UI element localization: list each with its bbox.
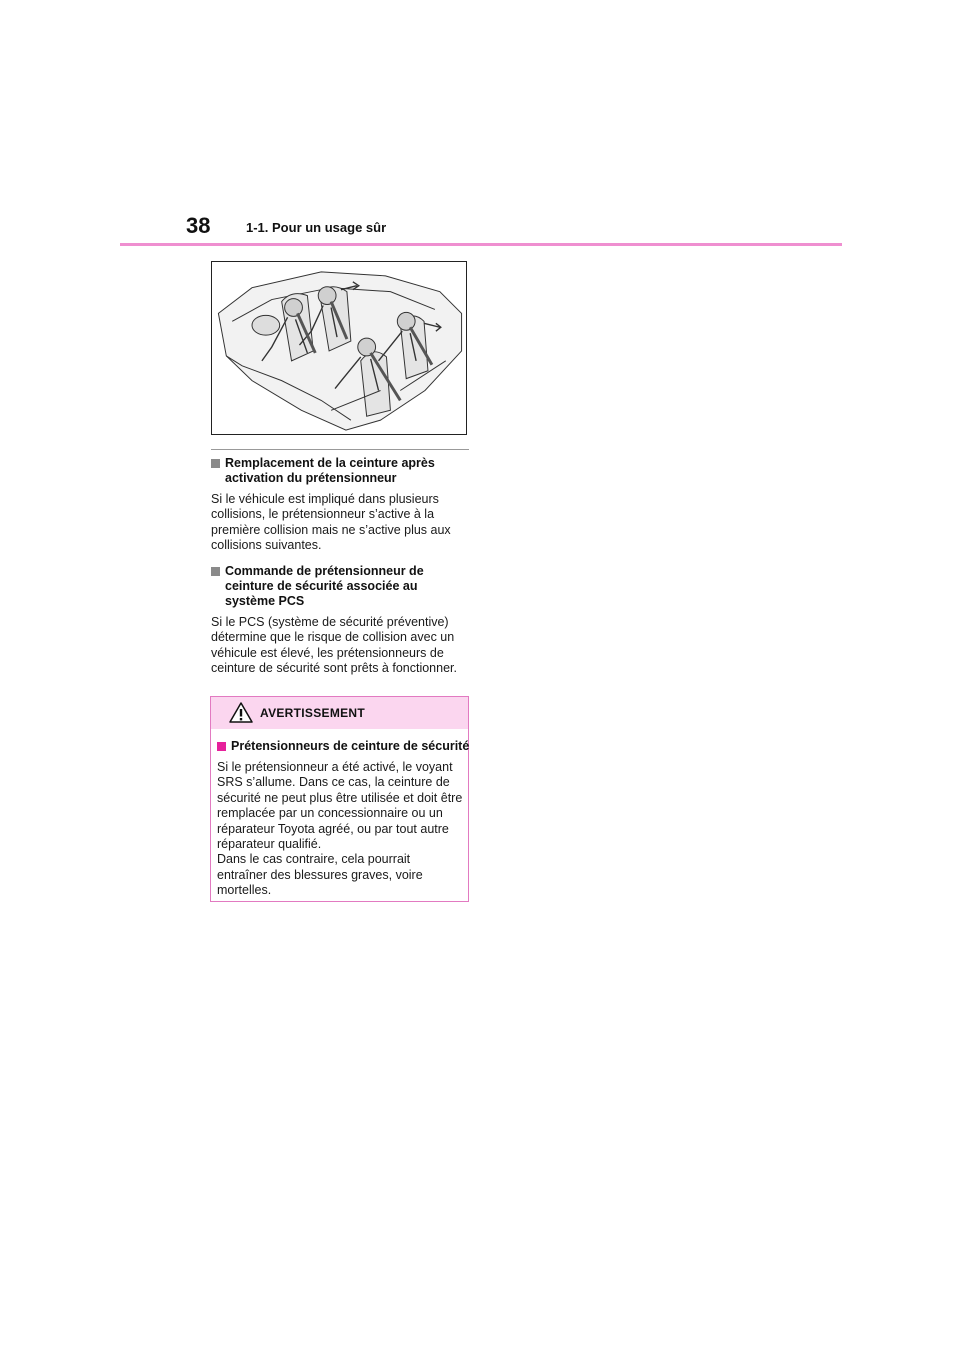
header-divider [120, 243, 842, 246]
car-interior-illustration [211, 261, 467, 435]
bullet-square-icon [211, 567, 220, 576]
warning-paragraph: Si le prétensionneur a été activé, le voyant SRS s’allume. Dans ce cas, la ceinture de sécurité ne peut plus être utilisée et doit être remplacée par un concessionnaire ou un réparateur Toyota agréé, ou par tout autre réparateur qualifié. [217, 760, 463, 852]
section-replacement [211, 456, 469, 554]
section-body: Si le PCS (système de sécurité préventive) détermine que le risque de collision avec un véhicule est élevé, les prétensionneurs de ceinture de sécurité sont prêts à fonctionner. [211, 615, 457, 676]
section-divider [211, 449, 469, 450]
warning-title: AVERTISSEMENT [260, 706, 366, 720]
bullet-square-icon [217, 742, 226, 751]
warning-heading [217, 739, 475, 754]
heading-text: Remplacement de la ceinture après activation du prétensionneur [225, 456, 435, 485]
warning-body [217, 760, 463, 899]
section-pcs [211, 564, 469, 677]
warning-paragraph: Dans le cas contraire, cela pourrait entraîner des blessures graves, voire mortelles. [217, 852, 423, 898]
heading-text: Prétensionneurs de ceinture de sécurité [231, 739, 470, 753]
bullet-square-icon [211, 459, 220, 468]
page-number: 38 [186, 213, 211, 238]
warning-box [210, 696, 469, 902]
section-title: 1-1. Pour un usage sûr [246, 220, 387, 235]
warning-triangle-icon [229, 702, 253, 723]
car-interior-seatbelt-icon [212, 262, 466, 434]
section-body: Si le véhicule est impliqué dans plusieurs collisions, le prétensionneur s’active à la première collision mais ne s’active plus aux collisions suivantes. [211, 492, 451, 553]
section-heading [211, 456, 469, 486]
heading-text: Commande de prétensionneur de ceinture de sécurité associée au système PCS [225, 564, 424, 608]
section-heading [211, 564, 469, 609]
warning-header [211, 697, 468, 729]
